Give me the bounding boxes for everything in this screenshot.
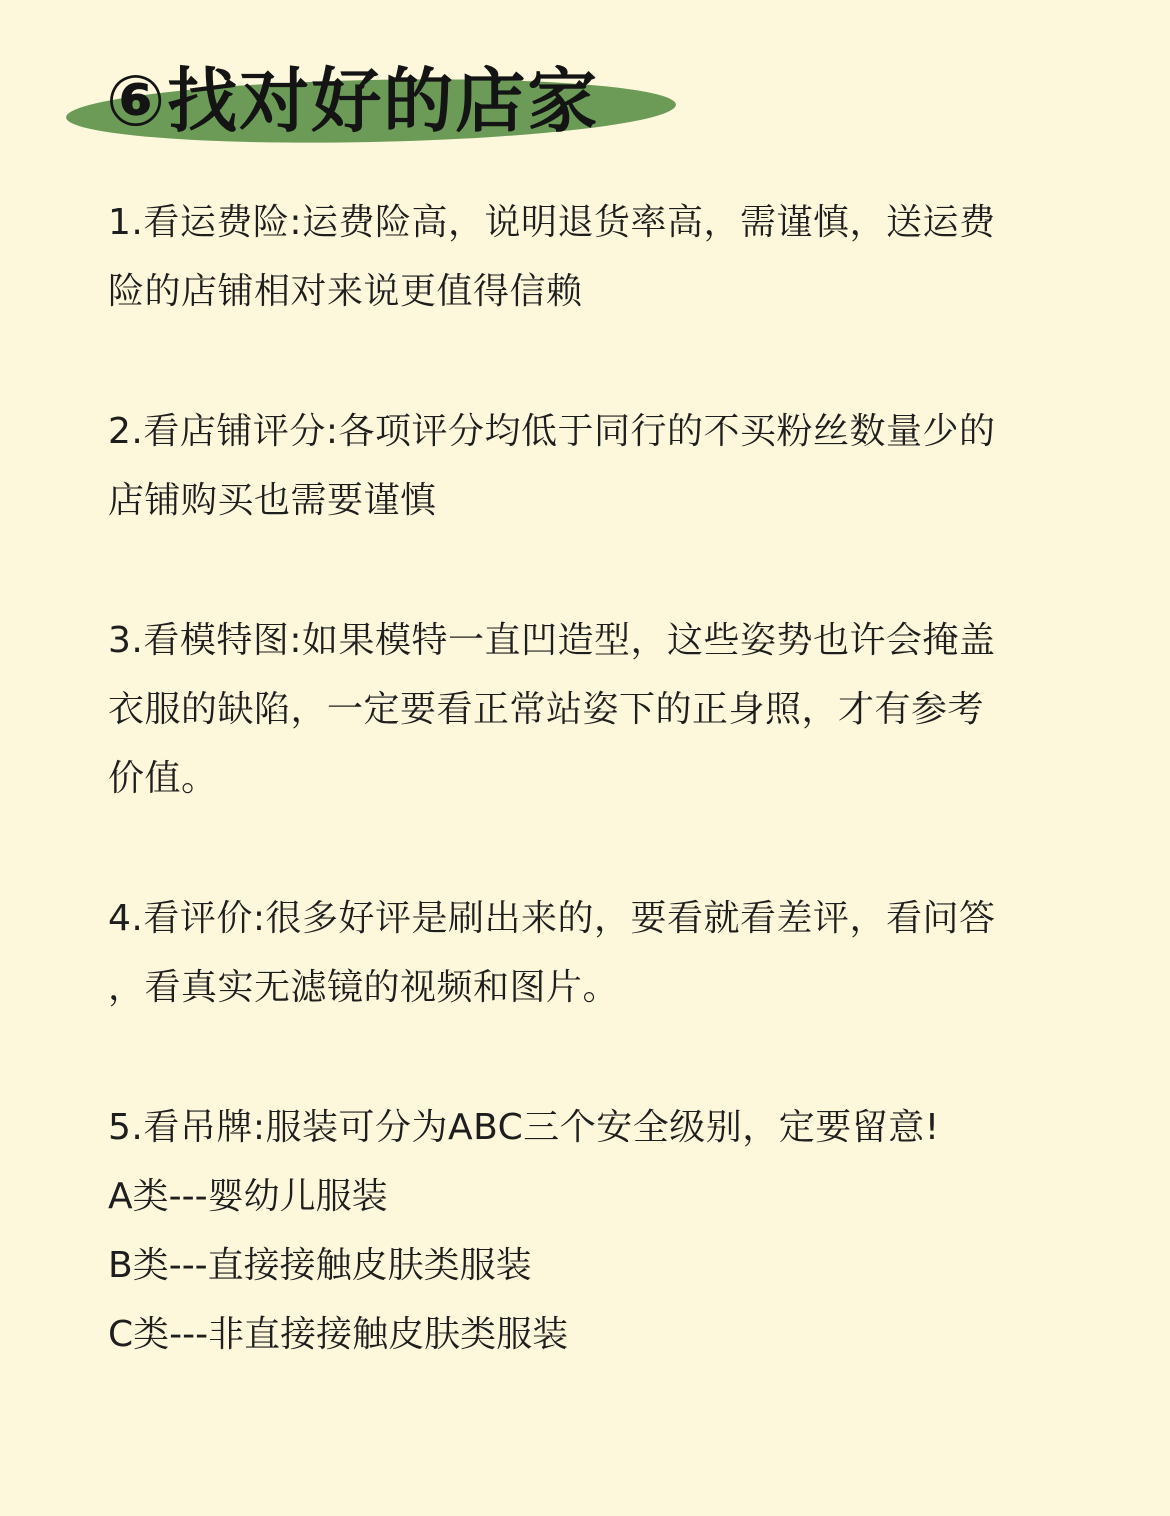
tip-2 (108, 397, 1058, 535)
tip-2-line-2: 店铺购买也需要谨慎 (108, 480, 437, 521)
class-b-line: B类---直接接触皮肤类服装 (108, 1245, 532, 1286)
tip-4-line-1: 4.看评价:很多好评是刷出来的，要看就看差评，看问答 (108, 898, 996, 939)
tip-3-line-1: 3.看模特图:如果模特一直凹造型，这些姿势也许会掩盖 (108, 620, 996, 661)
tip-5 (108, 1093, 1058, 1369)
page-title: ⑥找对好的店家 (106, 60, 600, 142)
tip-4-line-2: ，看真实无滤镜的视频和图片。 (108, 967, 620, 1008)
tip-3-line-2: 衣服的缺陷，一定要看正常站姿下的正身照，才有参考 (108, 689, 985, 730)
tip-1 (108, 188, 1058, 326)
title-area (66, 54, 676, 150)
tip-2-line-1: 2.看店铺评分:各项评分均低于同行的不买粉丝数量少的 (108, 411, 996, 452)
tip-1-line-1: 1.看运费险:运费险高，说明退货率高，需谨慎，送运费 (108, 202, 996, 243)
tip-5-line-1: 5.看吊牌:服装可分为ABC三个安全级别，定要留意! (108, 1107, 940, 1148)
class-a-line: A类---婴幼儿服装 (108, 1176, 388, 1217)
tip-1-line-2: 险的店铺相对来说更值得信赖 (108, 271, 583, 312)
tips-list (108, 188, 1058, 1369)
tip-3-line-3: 价值。 (108, 758, 218, 799)
class-c-line: C类---非直接接触皮肤类服装 (108, 1314, 569, 1355)
tip-4 (108, 884, 1058, 1022)
tip-3 (108, 606, 1058, 813)
